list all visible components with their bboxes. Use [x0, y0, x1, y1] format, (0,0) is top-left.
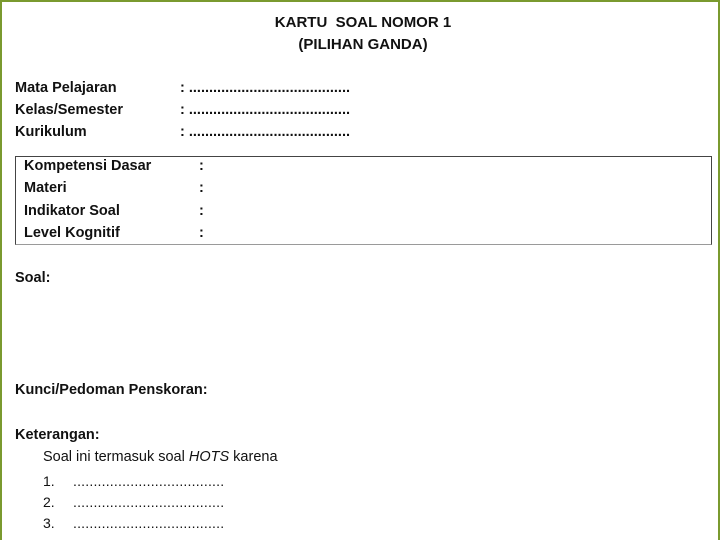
field-label: Kurikulum: [15, 124, 87, 140]
kunci-heading: Kunci/Pedoman Penskoran:: [15, 382, 208, 398]
box-field-colon: :: [199, 158, 204, 174]
card-title: [0, 12, 720, 56]
box-field-level-kognitif: [24, 225, 120, 241]
field-value-text: : ........................................: [180, 80, 350, 96]
card-title-line2: (PILIHAN GANDA): [298, 36, 428, 53]
box-field-colon: :: [199, 203, 204, 219]
list-item-dots: .....................................: [73, 473, 225, 489]
card-title-line1: KARTU SOAL NOMOR 1: [274, 14, 452, 31]
note-text-after: karena: [229, 449, 278, 465]
list-item-number: 3.: [43, 515, 55, 531]
box-field-kompetensi-dasar: [24, 158, 151, 174]
list-item-dots: .....................................: [73, 515, 225, 531]
field-value: [180, 102, 350, 118]
keterangan-heading: Keterangan:: [15, 427, 100, 443]
field-label: Mata Pelajaran: [15, 80, 117, 96]
box-field-label: Kompetensi Dasar: [24, 158, 152, 174]
list-item-number: 1.: [43, 473, 55, 489]
box-field-label: Materi: [24, 180, 67, 196]
field-value: [180, 80, 350, 96]
field-value-text: : ........................................: [180, 124, 350, 140]
box-field-indikator-soal: [24, 203, 120, 219]
box-field-materi: [24, 180, 67, 196]
box-field-colon: :: [199, 225, 204, 241]
list-item-dots: .....................................: [73, 494, 225, 510]
competency-box: [15, 156, 712, 245]
keterangan-note: [43, 449, 278, 465]
box-field-label: Level Kognitif: [24, 225, 120, 241]
soal-heading: Soal:: [15, 270, 51, 286]
field-value-text: : ........................................: [180, 102, 350, 118]
box-field-colon: :: [199, 180, 204, 196]
box-field-label: Indikator Soal: [24, 203, 120, 219]
note-text-hots: HOTS: [188, 449, 230, 465]
note-text-before: Soal ini termasuk soal: [43, 449, 189, 465]
list-item-number: 2.: [43, 494, 55, 510]
field-label: Kelas/Semester: [15, 102, 124, 118]
field-value: [180, 124, 350, 140]
